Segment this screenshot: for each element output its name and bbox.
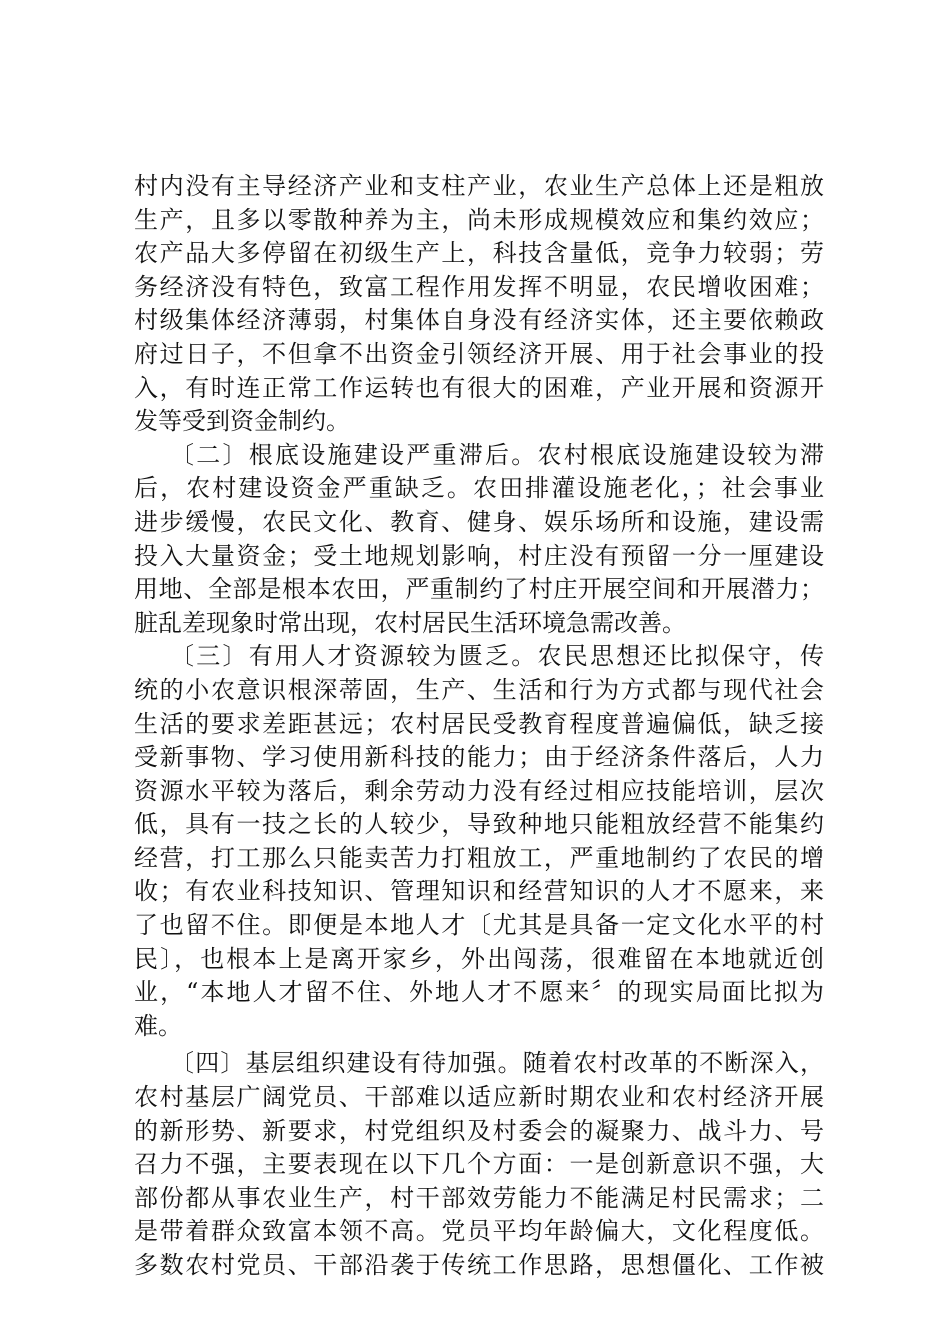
text-line: 村级集体经济薄弱，村集体自身没有经济实体，还主要依赖政 [134,306,824,335]
text-line: 发等受到资金制约。 [134,407,350,436]
text-line: 统的小农意识根深蒂固，生产、生活和行为方式都与现代社会 [134,675,824,704]
text-line: 经营，打工那么只能卖苦力打粗放工，严重地制约了农民的增 [134,843,824,872]
text-line: 受新事物、学习使用新科技的能力；由于经济条件落后，人力 [134,743,824,772]
text-line: 生产，且多以零散种养为主，尚未形成规模效应和集约效应； [134,205,824,234]
document-body [134,170,824,1283]
text-line: 用地、全部是根本农田，严重制约了村庄开展空间和开展潜力； [134,575,824,604]
paragraph-intro [134,170,824,439]
text-line: 了也留不住。即便是本地人才〔尤其是具备一定文化水平的村 [134,911,824,940]
paragraph-first-line: 〔三〕有用人才资源较为匮乏。农民思想还比拟保守，传 [170,642,824,671]
text-line: 府过日子，不但拿不出资金引领经济开展、用于社会事业的投 [134,339,824,368]
text-line: 是带着群众致富本领不高。党员平均年龄偏大，文化程度低。 [134,1217,824,1246]
text-line: 召力不强，主要表现在以下几个方面：一是创新意识不强，大 [134,1150,824,1179]
text-line: 民〕，也根本上是离开家乡，外出闯荡，很难留在本地就近创 [134,944,824,973]
text-line: 的新形势、新要求，村党组织及村委会的凝聚力、战斗力、号 [134,1116,824,1145]
text-line: 部份都从事农业生产，村干部效劳能力不能满足村民需求；二 [134,1183,824,1212]
text-line: 投入大量资金；受土地规划影响，村庄没有预留一分一厘建设 [134,541,824,570]
paragraph-section-4 [134,1047,824,1282]
text-line: 农村基层广阔党员、干部难以适应新时期农业和农村经济开展 [134,1083,824,1112]
paragraph-first-line: 〔四〕基层组织建设有待加强。随着农村改革的不断深入， [170,1049,824,1078]
text-line: 进步缓慢，农民文化、教育、健身、娱乐场所和设施，建设需 [134,507,824,536]
paragraph-section-3 [134,640,824,1043]
text-line: 务经济没有特色，致富工程作用发挥不明显，农民增收困难； [134,272,824,301]
paragraph-first-line: 〔二〕根底设施建设严重滞后。农村根底设施建设较为滞 [170,440,824,469]
text-line: 收；有农业科技知识、管理知识和经营知识的人才不愿来，来 [134,877,824,906]
paragraph-section-2 [134,439,824,641]
text-line: 入，有时连正常工作运转也有很大的困难，产业开展和资源开 [134,373,824,402]
text-line: 农产品大多停留在初级生产上，科技含量低，竞争力较弱；劳 [134,239,824,268]
text-line: 生活的要求差距甚远；农村居民受教育程度普遍偏低，缺乏接 [134,709,824,738]
text-line: 低，具有一技之长的人较少，导致种地只能粗放经营不能集约 [134,810,824,839]
text-line: 难。 [134,1011,182,1040]
text-line: 资源水平较为落后，剩余劳动力没有经过相应技能培训，层次 [134,776,824,805]
text-line: 多数农村党员、干部沿袭于传统工作思路，思想僵化、工作被 [134,1251,824,1279]
text-line: 脏乱差现象时常出现，农村居民生活环境急需改善。 [134,608,686,637]
text-line: 村内没有主导经济产业和支柱产业，农业生产总体上还是粗放 [134,172,824,200]
text-line: 业，“本地人才留不住、外地人才不愿来〞的现实局面比拟为 [134,978,824,1007]
text-line: 后，农村建设资金严重缺乏。农田排灌设施老化，；社会事业 [134,474,824,503]
